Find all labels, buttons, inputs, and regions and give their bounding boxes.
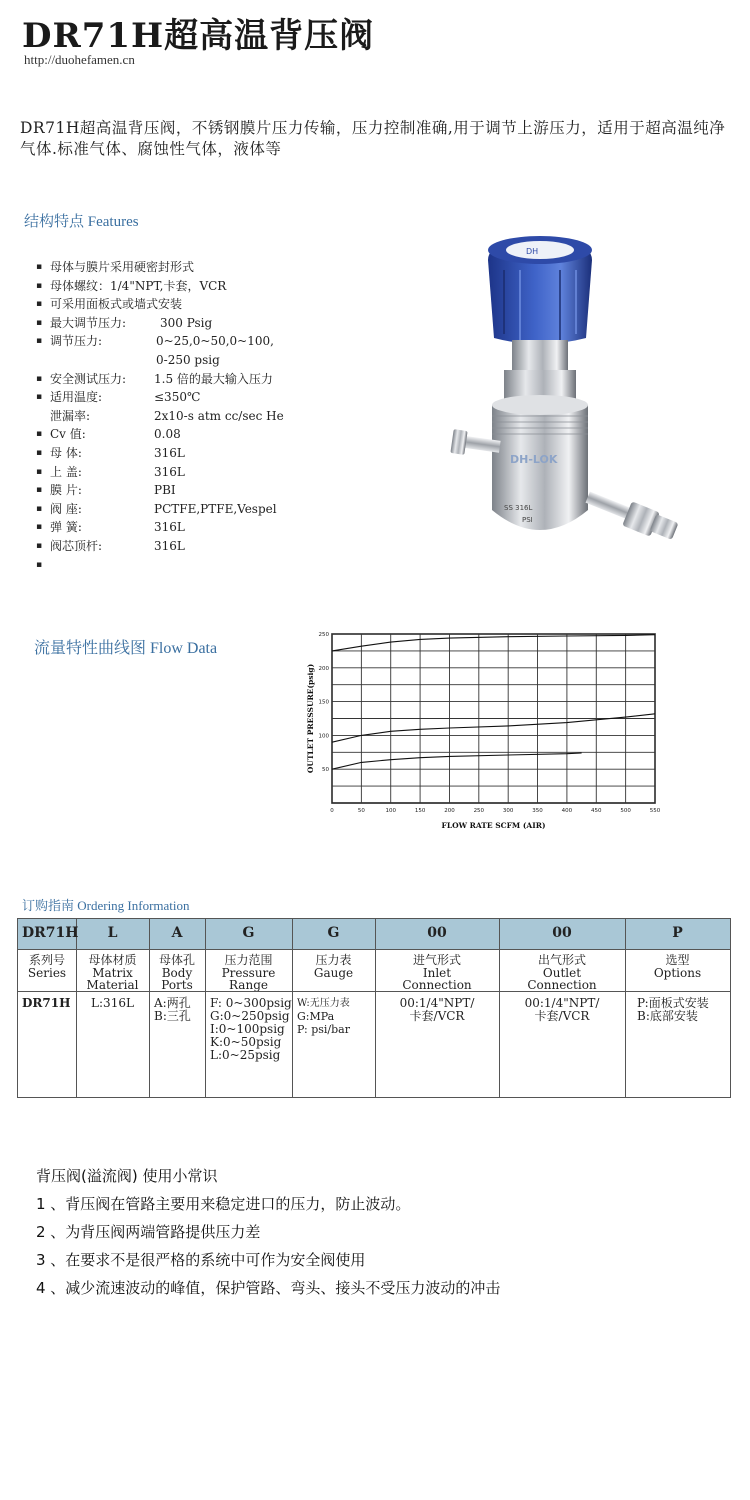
x-tick-label: 50	[357, 808, 365, 814]
order-option: W:无压力表	[297, 998, 350, 1009]
order-label-en: Gauge	[313, 966, 354, 980]
knob	[488, 236, 592, 344]
order-option: 卡套/VCR	[534, 1009, 590, 1023]
svg-text:DH: DH	[526, 247, 539, 256]
svg-text:PSI: PSI	[522, 516, 533, 524]
x-tick-label: 150	[414, 808, 426, 814]
order-label-cn: 进气形式	[412, 953, 461, 967]
feature-row: ▪ 可采用面板式或墙式安装	[36, 297, 183, 312]
order-label-en: Body	[161, 966, 193, 980]
svg-text:SS 316L: SS 316L	[504, 504, 533, 512]
x-tick-label: 400	[561, 808, 573, 814]
product-image	[400, 220, 745, 620]
order-label-en: Series	[27, 966, 67, 980]
order-option: A:两孔	[154, 996, 191, 1010]
table-column-divider	[625, 919, 626, 1097]
order-label-cn: 母体孔	[158, 953, 195, 967]
order-code: G	[327, 925, 340, 941]
order-label-en: Options	[653, 966, 702, 980]
website-url[interactable]: http://duohefamen.cn	[24, 52, 135, 67]
svg-text:DH-LOK: DH-LOK	[510, 453, 558, 466]
feature-row: ▪ 母体与膜片采用硬密封形式	[36, 260, 195, 274]
feature-row: ▪ 适用温度: ≤350℃	[36, 390, 201, 405]
tip-item: 1 、背压阀在管路主要用来稳定进口的压力，防止波动。	[36, 1195, 411, 1213]
feature-row: ▪ 阀芯顶杆: 316L	[36, 538, 185, 553]
x-tick-label: 250	[473, 808, 485, 814]
order-label-cn: 压力表	[315, 953, 352, 967]
order-option: B:三孔	[154, 1009, 191, 1023]
feature-row: 0-250 psig	[156, 352, 220, 367]
order-label-en: Range	[229, 978, 268, 992]
order-code: G	[242, 925, 255, 941]
table-column-divider	[205, 919, 206, 1097]
tip-item: 2 、为背压阀两端管路提供压力差	[36, 1223, 261, 1241]
order-option: F: 0~300psig	[210, 996, 292, 1010]
ordering-table	[17, 918, 731, 1098]
order-option: I:0~100psig	[210, 1022, 285, 1036]
order-option: L:316L	[91, 996, 134, 1010]
feature-row: ▪ 安全测试压力: 1.5 倍的最大输入压力	[36, 371, 273, 386]
intro-paragraph: DR71H超高温背压阀，不锈钢膜片压力传输，压力控制准确,用于调节上游压力，适用于超高温纯净气体.标准气体、腐蚀性气体，液体等	[20, 119, 726, 158]
valve-body	[492, 395, 588, 530]
feature-row: ▪ 最大调节压力: 300 Psig	[36, 315, 213, 330]
order-option: G:MPa	[297, 1010, 335, 1023]
page-title: DR71H超高温背压阀	[22, 16, 375, 56]
flow-chart	[300, 628, 670, 838]
order-label-en: Outlet	[542, 966, 582, 980]
order-code: 00	[552, 925, 572, 941]
flow-heading: 流量特性曲线图 Flow Data	[34, 640, 218, 657]
feature-row: ▪ 上 盖: 316L	[36, 464, 185, 479]
order-label-cn: 系列号	[28, 953, 65, 967]
feature-row: ▪ Cv 值: 0.08	[36, 427, 181, 442]
feature-row: ▪ 调节压力: 0~25,0~50,0~100,	[36, 334, 274, 349]
order-code: 00	[427, 925, 447, 941]
tip-item: 3 、在要求不是很严格的系统中可作为安全阀使用	[36, 1251, 366, 1269]
y-tick-label: 200	[318, 665, 329, 672]
order-label-en: Connection	[402, 978, 472, 992]
order-option: 卡套/VCR	[409, 1009, 465, 1023]
table-column-divider	[149, 919, 150, 1097]
order-label-cn: 选型	[665, 953, 690, 967]
x-tick-label: 500	[620, 808, 631, 814]
tip-item: 4 、减少流速波动的峰值，保护管路、弯头、接头不受压力波动的冲击	[36, 1279, 501, 1297]
order-option: L:0~25psig	[210, 1048, 281, 1062]
order-label-cn: 母体材质	[88, 953, 137, 967]
order-option: 00:1/4"NPT/	[399, 996, 475, 1010]
ordering-heading: 订购指南 Ordering Information	[22, 898, 190, 913]
table-column-divider	[292, 919, 293, 1097]
x-axis-label: FLOW RATE SCFM (AIR)	[441, 821, 546, 830]
order-option: G:0~250psig	[210, 1009, 290, 1023]
order-option: K:0~50psig	[210, 1035, 282, 1049]
x-tick-label: 300	[502, 808, 514, 814]
y-tick-label: 50	[322, 767, 329, 774]
order-label-cn: 压力范围	[224, 953, 273, 967]
features-heading: 结构特点 Features	[24, 214, 139, 230]
order-label-cn: 出气形式	[537, 953, 586, 967]
feature-row: ▪	[36, 559, 43, 570]
feature-row: 泄漏率: 2x10-s atm cc/sec He	[50, 408, 284, 423]
features-list	[36, 258, 284, 574]
feature-row: ▪ 膜 片: PBI	[36, 483, 176, 498]
order-label-en: Connection	[527, 978, 597, 992]
feature-row: ▪ 母 体: 316L	[36, 445, 185, 460]
x-tick-label: 350	[532, 808, 543, 814]
order-option: P:面板式安装	[637, 996, 709, 1010]
order-code: L	[107, 925, 118, 941]
order-label-en: Material	[86, 978, 139, 992]
order-label-en: Ports	[161, 978, 193, 992]
table-row-divider	[18, 991, 730, 992]
outlet-fitting	[585, 491, 678, 539]
y-tick-label: 250	[318, 632, 329, 638]
order-option: 00:1/4"NPT/	[524, 996, 600, 1010]
order-code: DR71H	[22, 925, 79, 941]
order-label-en: Inlet	[422, 966, 452, 980]
order-option: DR71H	[22, 996, 71, 1010]
feature-row: ▪ 阀 座: PCTFE,PTFE,Vespel	[36, 501, 277, 516]
x-tick-label: 100	[385, 808, 396, 814]
order-code: P	[672, 925, 683, 941]
order-option: B:底部安装	[637, 1009, 698, 1023]
y-axis-label: OUTLET PRESSURE(psig)	[306, 663, 315, 774]
x-tick-label: 450	[591, 808, 602, 814]
order-label-en: Matrix	[92, 966, 133, 980]
x-tick-label: 0	[330, 808, 334, 814]
order-option: P: psi/bar	[297, 1023, 350, 1036]
x-tick-label: 200	[444, 808, 455, 814]
y-tick-label: 100	[318, 733, 329, 740]
y-tick-label: 150	[318, 699, 329, 706]
x-tick-label: 550	[649, 808, 661, 814]
feature-row: ▪ 母体螺纹：1/4"NPT,卡套，VCR	[36, 278, 227, 293]
tips-title: 背压阀(溢流阀) 使用小常识	[36, 1167, 218, 1185]
tips-section	[36, 1162, 500, 1302]
order-label-en: Pressure	[221, 966, 276, 980]
feature-row: ▪ 弹 簧: 316L	[36, 520, 185, 535]
order-code: A	[171, 925, 183, 941]
